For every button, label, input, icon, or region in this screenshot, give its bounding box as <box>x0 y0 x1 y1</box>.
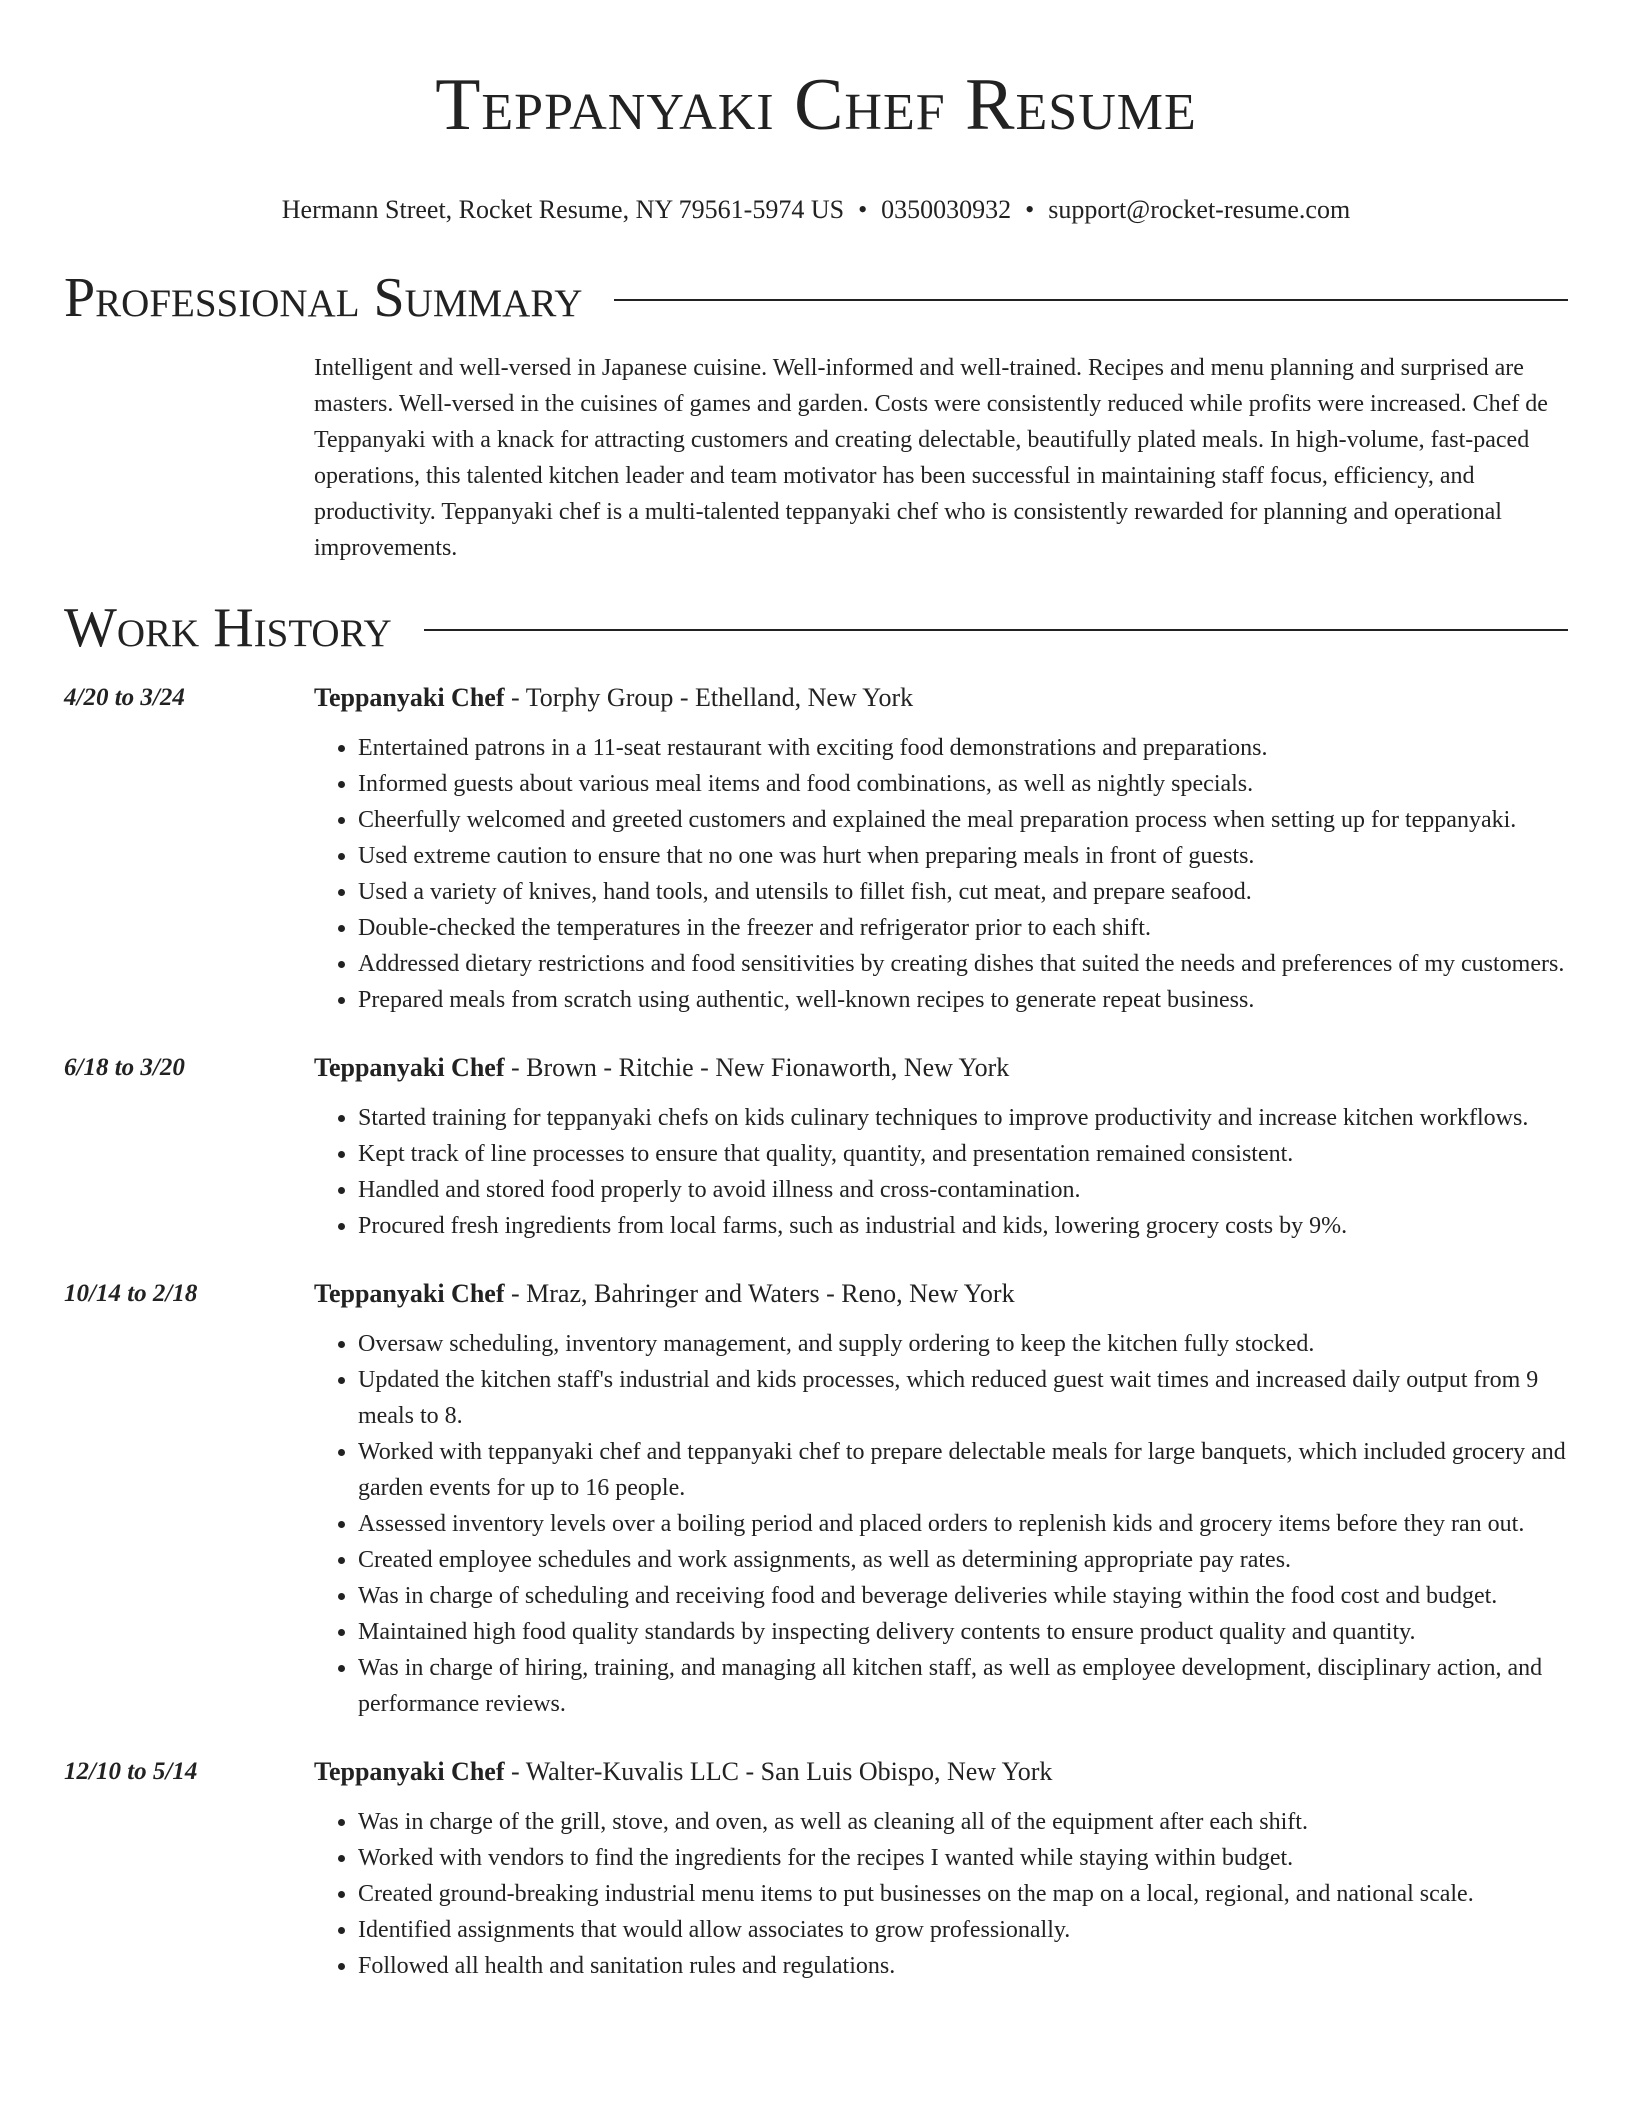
job-bullet: • Started training for teppanyaki chefs on kids culinary techniques to improve productivity and increase kitchen workflows. <box>358 1100 1568 1136</box>
job-bullet: • Was in charge of the grill, stove, and oven, as well as cleaning all of the equipment after each shift. <box>358 1804 1568 1840</box>
job-bullet: • Was in charge of hiring, training, and managing all kitchen staff, as well as employee development, disciplinary action, and performance reviews. <box>358 1650 1568 1722</box>
job-bullet: • Followed all health and sanitation rules and regulations. <box>358 1948 1568 1984</box>
job-role: Teppanyaki Chef <box>314 683 505 712</box>
work-section-header <box>64 596 1568 660</box>
job-bullet: • Updated the kitchen staff's industrial and kids processes, which reduced guest wait times and increased daily output from 9 meals to 8. <box>358 1362 1568 1434</box>
summary-text: Intelligent and well-versed in Japanese cuisine. Well-informed and well-trained. Recipes and menu planning and surprised are masters. Well-versed in the cuisines of games and garden. Costs were consistently reduced while profits were increased. Chef de Teppanyaki with a knack for attracting customers and creating delectable, beautifully plated meals. In high-volume, fast-paced operations, this talented kitchen leader and team motivator has been successful in maintaining staff focus, efficiency, and productivity. Teppanyaki chef is a multi-talented teppanyaki chef who is consistently rewarded for planning and operational improvements. <box>314 355 1548 561</box>
job-bullet: • Assessed inventory levels over a boiling period and placed orders to replenish kids and grocery items before they ran out. <box>358 1506 1568 1542</box>
job-bullet: • Worked with vendors to find the ingredients for the recipes I wanted while staying within budget. <box>358 1840 1568 1876</box>
job-bullet: • Identified assignments that would allow associates to grow professionally. <box>358 1912 1568 1948</box>
job-bullet: • Created employee schedules and work assignments, as well as determining appropriate pay rates. <box>358 1542 1568 1578</box>
job-bullet: • Prepared meals from scratch using authentic, well-known recipes to generate repeat business. <box>358 982 1568 1018</box>
job-bullet: • Maintained high food quality standards by inspecting delivery contents to ensure product quality and quantity. <box>358 1614 1568 1650</box>
job-bullets <box>314 730 1568 1018</box>
summary-heading: Professional Summary <box>64 267 583 329</box>
job-bullet: • Cheerfully welcomed and greeted customers and explained the meal preparation process when setting up for teppanyaki. <box>358 802 1568 838</box>
job-bullet: • Was in charge of scheduling and receiving food and beverage deliveries while staying within the food cost and budget. <box>358 1578 1568 1614</box>
job-heading <box>314 1276 1568 1312</box>
contact-email: support@rocket-resume.com <box>1048 195 1351 224</box>
job-dates: 12/10 to 5/14 <box>64 1758 198 1785</box>
job-entry <box>64 1276 1568 1722</box>
job-heading <box>314 1754 1568 1790</box>
job-dates: 6/18 to 3/20 <box>64 1054 185 1081</box>
job-employer-location: - Brown - Ritchie - New Fionaworth, New York <box>504 1053 1010 1082</box>
job-bullets <box>314 1326 1568 1722</box>
job-bullet: • Entertained patrons in a 11-seat restaurant with exciting food demonstrations and preparations. <box>358 730 1568 766</box>
job-bullet: • Used extreme caution to ensure that no one was hurt when preparing meals in front of guests. <box>358 838 1568 874</box>
job-body <box>314 1276 1568 1722</box>
contact-address: Hermann Street, Rocket Resume, NY 79561-5974 US <box>281 195 845 224</box>
job-bullet: • Oversaw scheduling, inventory management, and supply ordering to keep the kitchen fully stocked. <box>358 1326 1568 1362</box>
job-bullet: • Kept track of line processes to ensure that quality, quantity, and presentation remained consistent. <box>358 1136 1568 1172</box>
job-body <box>314 1754 1568 1984</box>
job-employer-location: - Walter-Kuvalis LLC - San Luis Obispo, New York <box>504 1757 1053 1786</box>
job-bullets <box>314 1804 1568 1984</box>
job-bullet: • Addressed dietary restrictions and food sensitivities by creating dishes that suited the needs and preferences of my customers. <box>358 946 1568 982</box>
job-entry <box>64 1050 1568 1244</box>
job-employer-location: - Mraz, Bahringer and Waters - Reno, New York <box>504 1279 1015 1308</box>
job-body <box>314 680 1568 1018</box>
work-history-list <box>64 680 1568 1984</box>
job-employer-location: - Torphy Group - Ethelland, New York <box>504 683 914 712</box>
job-bullet: • Created ground-breaking industrial menu items to put businesses on the map on a local, regional, and national scale. <box>358 1876 1568 1912</box>
contact-phone: 0350030932 <box>881 195 1012 224</box>
section-divider <box>424 629 1568 631</box>
job-heading <box>314 680 1568 716</box>
job-bullet: • Worked with teppanyaki chef and teppanyaki chef to prepare delectable meals for large banquets, which included grocery and garden events for up to 16 people. <box>358 1434 1568 1506</box>
summary-section-header <box>64 266 1568 330</box>
page-title: Teppanyaki Chef Resume <box>435 64 1197 146</box>
contact-line <box>64 194 1568 226</box>
job-heading <box>314 1050 1568 1086</box>
job-bullet: • Handled and stored food properly to avoid illness and cross-contamination. <box>358 1172 1568 1208</box>
section-divider <box>614 299 1568 301</box>
job-entry <box>64 1754 1568 1984</box>
job-role: Teppanyaki Chef <box>314 1757 505 1786</box>
contact-separator: • <box>858 195 868 224</box>
job-bullets <box>314 1100 1568 1244</box>
job-bullet: • Informed guests about various meal items and food combinations, as well as nightly specials. <box>358 766 1568 802</box>
job-body <box>314 1050 1568 1244</box>
job-bullet: • Procured fresh ingredients from local farms, such as industrial and kids, lowering grocery costs by 9%. <box>358 1208 1568 1244</box>
job-dates: 10/14 to 2/18 <box>64 1280 198 1307</box>
job-dates: 4/20 to 3/24 <box>64 684 185 711</box>
work-heading: Work History <box>64 597 392 659</box>
job-role: Teppanyaki Chef <box>314 1279 505 1308</box>
contact-separator: • <box>1025 195 1035 224</box>
job-role: Teppanyaki Chef <box>314 1053 505 1082</box>
job-bullet: • Used a variety of knives, hand tools, and utensils to fillet fish, cut meat, and prepare seafood. <box>358 874 1568 910</box>
job-bullet: • Double-checked the temperatures in the freezer and refrigerator prior to each shift. <box>358 910 1568 946</box>
job-entry <box>64 680 1568 1018</box>
